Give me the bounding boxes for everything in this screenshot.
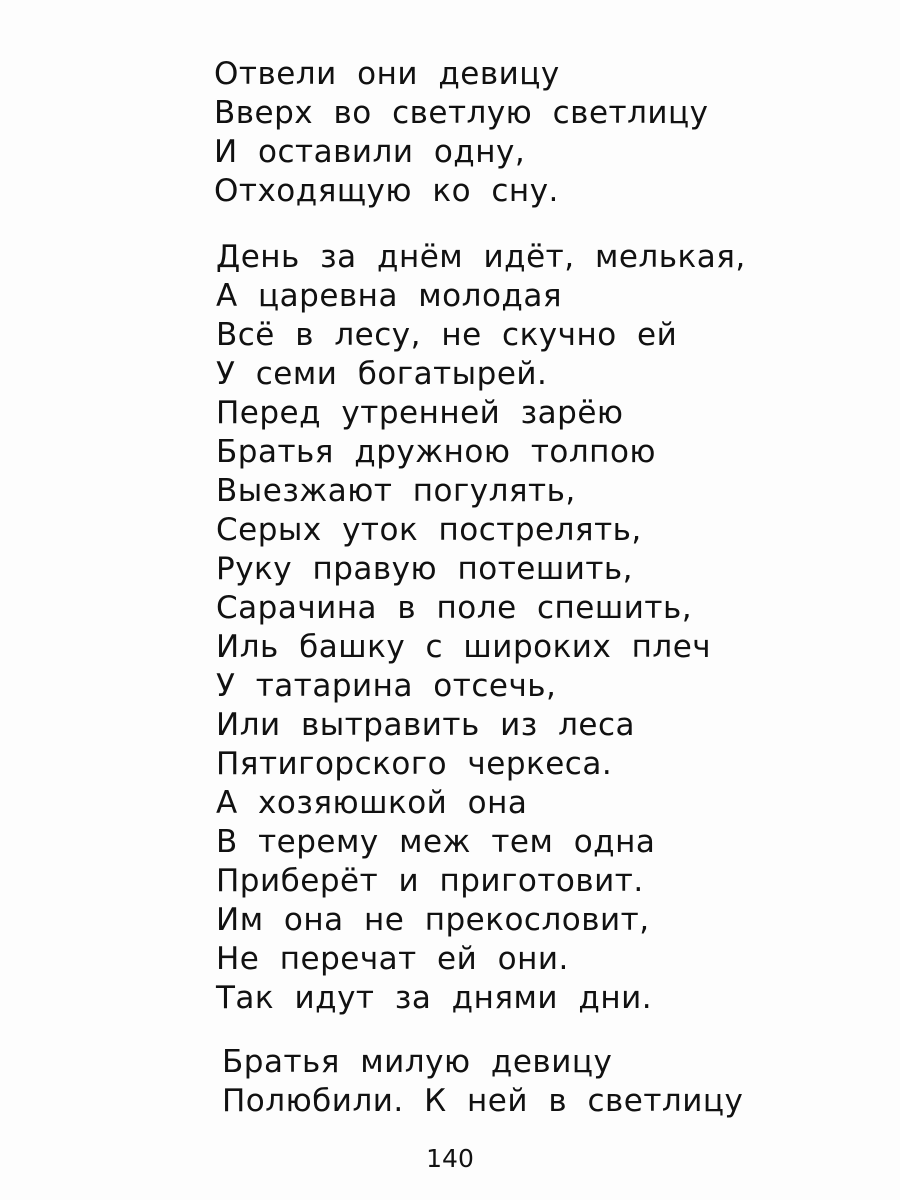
stanza-2 [216,238,856,1018]
poem-line: Пятигорского черкеса. [216,746,613,782]
stanza-3 [222,1043,862,1121]
poem-line: И оставили одну, [214,134,526,170]
poem-line: Им она не прекословит, [216,902,650,938]
poem-line: Полюбили. К ней в светлицу [222,1083,744,1119]
poem-line: Перед утренней зарёю [216,395,624,431]
poem-line: Серых уток пострелять, [216,512,642,548]
poem-line: Руку правую потешить, [216,551,634,587]
poem-line: У татарина отсечь, [216,668,557,704]
poem-line: Так идут за днями дни. [216,980,653,1016]
poem-line: А царевна молодая [216,278,563,314]
page-number: 140 [426,1144,474,1173]
poem-line: Выезжают погулять, [216,473,576,509]
poem-line: Братья дружною толпою [216,434,657,470]
poem-line: Отвели они девицу [214,56,560,92]
poem-line: В терему меж тем одна [216,824,656,860]
poem-line: А хозяюшкой она [216,785,528,821]
poem-line: День за днём идёт, мелькая, [216,239,746,275]
poem-line: Или вытравить из леса [216,707,635,743]
poem-line: У семи богатырей. [216,356,548,392]
poem-line: Сарачина в поле спешить, [216,590,693,626]
poem-line: Иль башку с широких плеч [216,629,712,665]
poem-line: Не перечат ей они. [216,941,569,977]
stanza-1 [214,55,854,211]
poem-line: Отходящую ко сну. [214,173,559,209]
poem-line: Всё в лесу, не скучно ей [216,317,678,353]
poem-line: Приберёт и приготовит. [216,863,644,899]
poem-line: Братья милую девицу [222,1044,613,1080]
poem-line: Вверх во светлую светлицу [214,95,709,131]
